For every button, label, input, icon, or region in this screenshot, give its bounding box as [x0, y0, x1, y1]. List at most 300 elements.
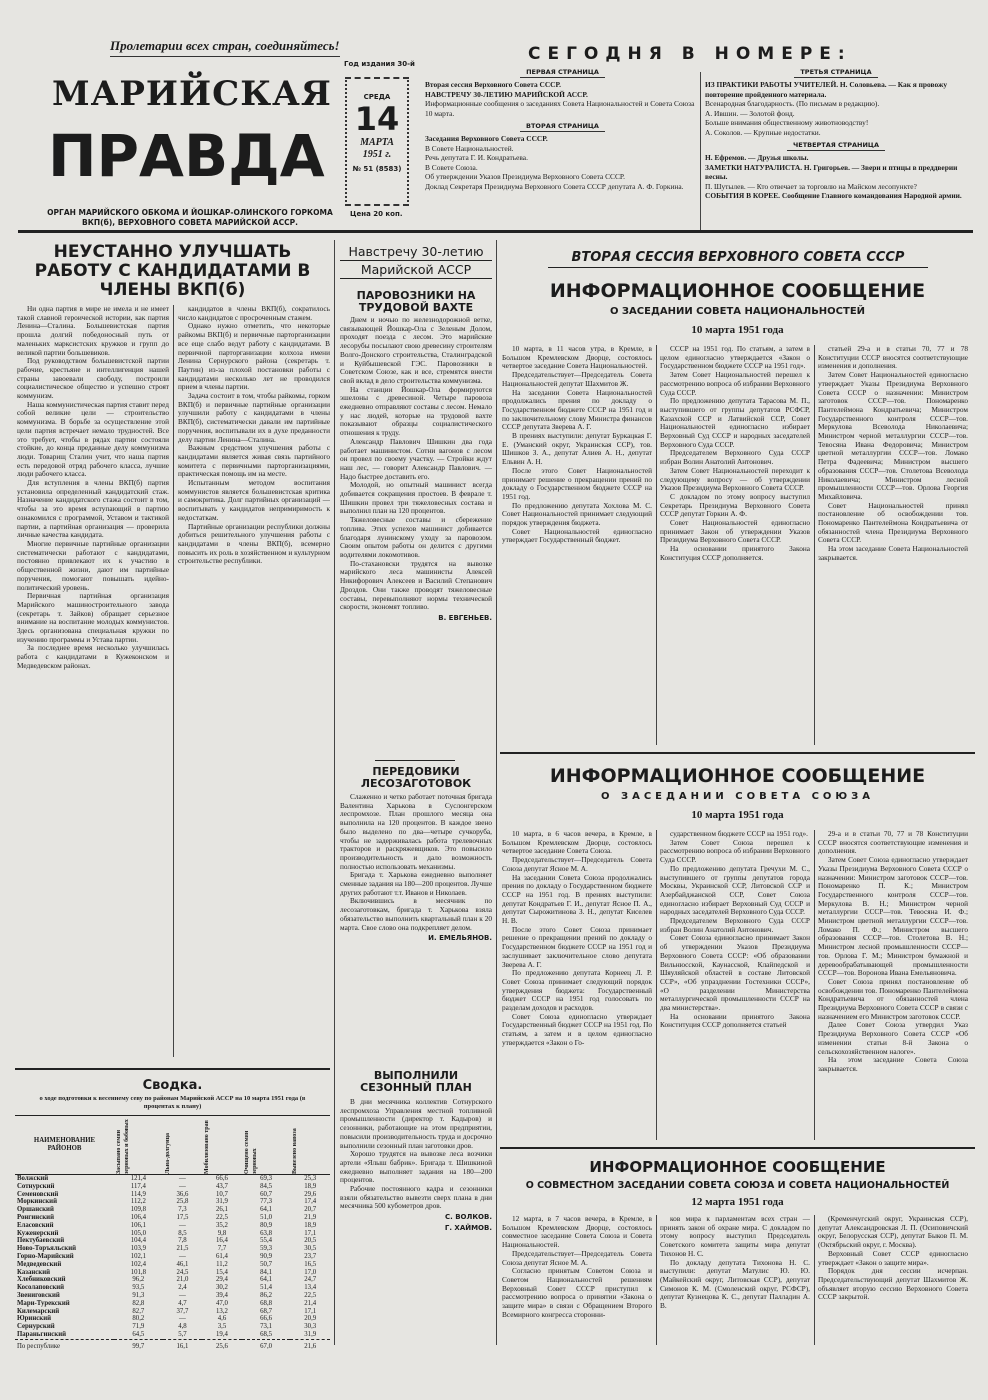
summary-subtitle: о ходе подготовки к весеннему севу по районам Марийской АССР на 10 марта 1951 года (в процентах к плану): [39, 1095, 306, 1110]
table-cell: 2,4: [178, 1284, 187, 1292]
table-cell: 82,7: [132, 1307, 145, 1315]
paragraph: Слаженно и четко работает поточная бригада Валентина Харькова в Суслонгерском леспромхозе. План прошлого месяца она выполнила на 120 процентов. В каждое звено было выделено по два—четыре сучкоруба, чтобы не задерживалась работа трелевочных тракторов и раскряжевщиков. Это повысило производительность и дало возможность полностью использовать механизмы.: [340, 793, 492, 871]
district-name: Хлебниковский: [17, 1276, 66, 1284]
table-row: [15, 1222, 330, 1230]
paragraph: Совет Национальностей единогласно принимает Закон об утверждении Указов Президиума Верховного Совета СССР.: [660, 518, 810, 545]
paragraph: Председателем Верховного Суда СССР избран Волин Анатолий Антонович.: [660, 448, 810, 467]
table-cell: 3,5: [217, 1323, 227, 1331]
table-row: [15, 1183, 330, 1191]
contents-right: [705, 68, 967, 201]
contents-item: ЗАМЕТКИ НАТУРАЛИСТА. Н. Григорьев. — Звери и птицы в преддверии весны.: [705, 162, 958, 181]
table-cell: 80,9: [260, 1221, 273, 1229]
paragraph: Молодой, но опытный машинист всегда добивается сокращения простоев. В феврале т. Шишкин провел три тяжеловесных состава и выполнил план на 120 процентов.: [340, 480, 492, 516]
column-header-text: Засыпано семян зерновых и бобовых: [116, 1119, 130, 1174]
table-row: [15, 1323, 330, 1331]
contents-item: Информационные сообщения о заседаниях Совета Национальностей и Совета Союза 10 марта.: [425, 99, 695, 118]
column-header: НАИМЕНОВАНИЕ РАЙОНОВ: [33, 1137, 96, 1152]
paragraph: После этого Совет Национальностей принимает решение о прекращении прений по докладу о Государственном бюджете СССР на 1951 год.: [502, 465, 652, 501]
paragraph: Тяжеловесные составы и сбережение топлива. Этих успехов машинист добивается благодаря лунинскому уходу за паровозом. Своим опытом работы он делится с другими водителями локомотивов.: [340, 515, 492, 559]
district-name: Куженерский: [17, 1229, 59, 1237]
publication-year: Год издания 30-й: [344, 60, 415, 68]
table-cell: 17,0: [304, 1268, 317, 1276]
table-cell: 20,5: [304, 1237, 317, 1245]
table-cell: 61,4: [216, 1252, 228, 1260]
paragraph: (Кременчугский округ, Украинская ССР), депутат Александровская Л. П. (Осиповичский округ, Белорусская ССР), депутат Быков П. М. (Октябрьский округ, г. Москва).: [818, 1215, 968, 1250]
banner-line-1: Навстречу 30-летию: [340, 243, 492, 261]
info-date: 10 марта 1951 года: [691, 324, 784, 336]
paragraph: Затем Совет Национальностей перешел к рассмотрению вопроса об избрании Верховного Суда СССР.: [660, 370, 810, 397]
author-signature: И. ЕМЕЛЬЯНОВ.: [428, 934, 492, 943]
contents-item: П. Шутылев. — Кто отвечает за торговлю на Майском лесопункте?: [705, 181, 917, 191]
table-row: [15, 1276, 330, 1284]
table-cell: 55,4: [260, 1237, 273, 1245]
table-cell: 23,7: [304, 1252, 317, 1260]
paragraph: статьей 29-а и в статьи 70, 77 и 78 Конституции СССР вносятся соответствующие изменения и дополнения.: [818, 345, 968, 371]
column-header: [114, 1116, 163, 1175]
paragraph: На этом заседание Совета Союза закрывается.: [818, 1055, 968, 1073]
table-cell: 73,1: [260, 1323, 273, 1331]
day: 14: [354, 100, 400, 138]
paragraph: По предложению депутата Гречухи М. С., выступившего от группы депутатов города Москвы, Украинской ССР, Литовской ССР и Азербайджанской ССР, Совет Союза единогласно избирает Верховный Суд СССР и народных заседателей Верховного Суда СССР.: [660, 863, 810, 917]
table-row: [15, 1253, 330, 1261]
table-cell: 26,1: [216, 1206, 228, 1214]
section-label-text: ПЕРВАЯ СТРАНИЦА: [520, 68, 605, 78]
table-row: [15, 1300, 330, 1308]
table-cell: 20,9: [304, 1315, 317, 1323]
paragraph: На этом заседание Совета Национальностей закрывается.: [818, 544, 968, 562]
anniversary-banner: [340, 243, 492, 279]
paragraph: Бригада т. Харькова ежедневно выполняет сменные задания на 180—200 процентов. Лучше других работают т.т. Иванов и Николаев.: [340, 870, 492, 897]
month: МАРТА: [360, 137, 394, 148]
table-cell: 69,3: [260, 1175, 273, 1182]
summary-table: [15, 1115, 330, 1351]
table-cell: 93,5: [132, 1284, 145, 1292]
table-cell: 60,7: [260, 1190, 273, 1198]
paragraph: Совет Союза единогласно утверждает Государственный бюджет СССР на 1951 год. По статьям, а затем и в целом единогласно утверждается «Закон о Го-: [502, 1011, 652, 1047]
summary-table-block: [15, 1078, 330, 1351]
table-cell: 21,0: [176, 1276, 189, 1284]
paragraph: Под руководством большевистской партии рабочие, крестьяне и интеллигенция нашей страны завоевали свободу, построили социалистическое общество и успешно строят коммунизм.: [17, 356, 169, 401]
paragraph: Испытанным методом воспитания коммунистов является большевистская критика и самокритика. Долг партийных организаций — воспитывать у кандидатов непримиримость к недостаткам.: [178, 478, 330, 522]
paragraph: Затем Совет Союза перешел к рассмотрению вопроса об избрании Верховного Суда СССР.: [660, 837, 810, 865]
table-cell: 121,4: [130, 1175, 146, 1182]
table-cell: 77,3: [260, 1198, 273, 1206]
table-cell: 4,8: [178, 1323, 187, 1331]
paragraph: Партийные организации республики должны добиться решительного улучшения работы с кандидатами в члены ВКП(б), всемерно повысить их роль в хозяйственном и культурном строительстве республики.: [178, 521, 330, 566]
author-signature: С. ВОЛКОВ.: [444, 1213, 492, 1222]
table-cell: 68,5: [260, 1330, 273, 1338]
table-cell: 63,8: [260, 1229, 273, 1237]
table-cell: 36,6: [176, 1190, 189, 1198]
date-box: [345, 77, 409, 206]
motto: Пролетарии всех стран, соединяйтесь!: [110, 38, 340, 57]
table-cell: 106,1: [130, 1221, 146, 1229]
contents-section-label: [425, 68, 700, 76]
paragraph: Хорошо трудятся на вывозке леса возчики артели «Ялыш бабрик». Бригада т. Шишкиной ежедневно выполняет задания на 180—200 процентов.: [340, 1149, 492, 1185]
district-name: Ронгинский: [17, 1213, 54, 1221]
table-row: [15, 1230, 330, 1238]
summary-title: Сводка.: [142, 1078, 203, 1093]
table-cell: 13,2: [216, 1307, 228, 1315]
district-name: Медведевский: [17, 1260, 62, 1268]
table-row: [15, 1245, 330, 1253]
article-headline: ПАРОВОЗНИКИ НА ТРУДОВОЙ ВАХТЕ: [356, 289, 476, 314]
newspaper-title-line1: МАРИЙСКАЯ: [52, 74, 332, 114]
contents-item: Заседания Верховного Совета СССР.: [425, 134, 548, 143]
table-cell: 22,5: [304, 1291, 317, 1299]
seasonal-article: [340, 1098, 492, 1343]
table-row: [15, 1237, 330, 1245]
table-cell: 84,1: [260, 1268, 273, 1276]
table-cell: 104,4: [130, 1237, 146, 1245]
district-name: Сернурский: [17, 1323, 55, 1331]
editorial-headline: НЕУСТАННО УЛУЧШАТЬ РАБОТУ С КАНДИДАТАМИ В ЧЛЕНЫ ВКП(б): [34, 242, 311, 300]
column-header-text: Мобилизовано трав: [204, 1120, 211, 1174]
info-column: [818, 830, 968, 1140]
total-cell: 16,1: [176, 1342, 189, 1350]
table-cell: 21,4: [304, 1299, 317, 1307]
table-cell: 11,2: [216, 1260, 228, 1268]
paragraph: Совет Национальностей принял постановление об освобождении тов. Пономаренко Пантелеймона Кондратьевича от обязанностей члена Президиума Верховного Совета СССР.: [818, 500, 968, 545]
logging-article: [340, 793, 492, 1013]
paragraph: Затем Совет Национальностей переходит к следующему вопросу — об утверждении Указов Президиума Верховного Совета СССР.: [660, 465, 810, 493]
paragraph: Совет Национальностей единогласно утверждает Государственный бюджет.: [502, 526, 652, 545]
paragraph: 29-а и в статьи 70, 77 и 78 Конституции СССР вносятся соответствующие изменения и дополнения.: [818, 830, 968, 856]
table-cell: 35,2: [216, 1221, 228, 1229]
info-column: [502, 830, 652, 1140]
district-name: Сотнурский: [17, 1182, 55, 1190]
table-row: [15, 1269, 330, 1277]
paragraph: 10 марта, в 6 часов вечера, в Кремле, в Большом Кремлевском Дворце, состоялось четвертое заседание Совета Союза.: [502, 830, 652, 856]
info-subhead: О ЗАСЕДАНИИ СОВЕТА НАЦИОНАЛЬНОСТЕЙ: [609, 306, 866, 317]
paragraph: Порядок дня сессии исчерпан. Председательствующий депутат Шахмитов Ж. объявляет вторую сессию Верховного Совета СССР закрытой.: [818, 1266, 968, 1302]
paragraph: По предложению депутата Тарасова М. П., выступившего от группы депутатов РСФСР, Казахской ССР и Латвийской ССР, Совет Национальностей единогласно избирает Верховный Суд СССР и народных заседателей Верховного Суда СССР.: [660, 396, 810, 449]
district-name: Казанский: [17, 1268, 51, 1276]
table-cell: 114,9: [130, 1190, 146, 1198]
table-cell: 30,2: [216, 1284, 228, 1292]
contents-item: Об утверждении Указов Президиума Верховного Совета СССР.: [425, 172, 625, 181]
info-headline: ИНФОРМАЦИОННОЕ СООБЩЕНИЕ: [589, 1158, 886, 1176]
info-column: [660, 345, 810, 745]
paragraph: На станции Йошкар-Ола формируются эшелоны с древесиной. Четыре паровоза ежедневно отправляют составы с лесом. Немало у нас людей, которые на трудовой вахте показывают образцы социалистического отношения к труду.: [340, 384, 492, 438]
table-cell: 17,1: [304, 1229, 317, 1237]
paragraph: С докладом по этому вопросу выступил Секретарь Президиума Верховного Совета СССР депутат Горкин А. Ф.: [660, 491, 810, 519]
table-cell: 29,6: [304, 1190, 317, 1198]
table-cell: 84,5: [260, 1182, 273, 1190]
info-headline: ИНФОРМАЦИОННОЕ СООБЩЕНИЕ: [549, 280, 926, 302]
contents-item: ИЗ ПРАКТИКИ РАБОТЫ УЧИТЕЛЕЙ. Н. Соловьева. — Как я провожу повторение пройденного материала.: [705, 80, 948, 99]
table-cell: 112,2: [130, 1198, 146, 1206]
table-cell: 47,0: [216, 1299, 228, 1307]
table-cell: 51,0: [260, 1213, 273, 1221]
table-cell: —: [179, 1221, 186, 1229]
table-cell: 86,2: [260, 1291, 273, 1299]
paragraph: По предложению депутата Корнеец Л. Р. Совет Союза принимает следующий порядок утверждения бюджета: Государственный бюджет СССР на 1951 год голосовать по разделам доходов и расходов.: [502, 968, 652, 1013]
district-name: Пектубаевский: [17, 1237, 65, 1245]
info-column: [818, 1215, 968, 1345]
paragraph: По докладу депутата Тихонова Н. С. выступили: депутат Матулис Ю. Ю. (Майкейский округ, Литовская ССР), депутат Симонов К. М. (Смоленский округ, РСФСР), депутат Кузнецова К. С., депутат Палладин А. В.: [660, 1257, 810, 1311]
paragraph: Затем Совет Союза единогласно утверждает Указы Президиума Верховного Совета СССР о назначении: Министром заготовок СССР—тов. Пономаренко П. К.; Министром Государственного контроля СССР—тов. Меркулова В. Н.; Министром черной металлургии СССР—тов. Тевосяна И. Ф.; Министром цветной металлургии СССР—тов. Ломако П. Ф.; Министром высшего образования СССР—тов. Столетова В. Н.; Министром лесной промышленности СССР—тов. Орлова Г. М.; Министром бумажной и деревообрабатывающей промышленности СССР—тов. Воронова Ивана Емельяновича.: [818, 855, 968, 978]
table-cell: 24,7: [304, 1276, 317, 1284]
district-name: Килемарский: [17, 1307, 60, 1315]
table-row: [15, 1206, 330, 1214]
table-cell: 117,4: [130, 1182, 146, 1190]
paragraph: Рабочие постоянного кадра и сезонники взяли обязательство вывезти сверх плана в дни месячника 500 кубометров дров.: [340, 1184, 492, 1211]
info-column: [818, 345, 968, 745]
district-name: Оршанский: [17, 1206, 54, 1214]
paragraph: На основании принятого Закона Конституция СССР дополняется статьей: [660, 1011, 810, 1030]
table-cell: —: [179, 1315, 186, 1323]
table-cell: 17,4: [304, 1198, 317, 1206]
contents-item: В Совете Национальностей.: [425, 143, 514, 153]
district-name: Горно-Марийский: [17, 1252, 74, 1260]
paragraph: Задача состоит в том, чтобы райкомы, горком ВКП(б) и первичные партийные организации улучшили работу с кандидатами в члены ВКП(б), систематически давали им партийные поручения, воспитывали их в духе преданности делу партии Ленина—Сталина.: [178, 391, 330, 444]
organ-line: ОРГАН МАРИЙСКОГО ОБКОМА И ЙОШКАР-ОЛИНСКОГО ГОРКОМА ВКП(б), ВЕРХОВНОГО СОВЕТА МАРИЙСКОЙ АССР.: [47, 208, 333, 227]
total-cell: 99,7: [132, 1342, 145, 1350]
column-header: [242, 1116, 291, 1175]
table-cell: 90,9: [260, 1252, 273, 1260]
paragraph: Верховный Совет СССР единогласно утверждает «Закон о защите мира».: [818, 1248, 968, 1267]
table-cell: 19,4: [216, 1330, 228, 1338]
total-cell: 25,6: [216, 1342, 228, 1350]
article-headline: ПЕРЕДОВИКИ ЛЕСОЗАГОТОВОК: [360, 765, 472, 790]
table-cell: 68,7: [260, 1307, 273, 1315]
paragraph: Для вступления в члены ВКП(б) партия установила определенный кандидатский стаж. Назначение кандидатского стажа состоит в том, чтобы за это время вступающий в партию ознакомился с программой, Уставом и тактикой партии, а партийная организация — проверила личные качества кандидата.: [17, 478, 169, 540]
table-cell: 43,7: [216, 1182, 228, 1190]
district-name: Мари-Турекский: [17, 1299, 70, 1307]
paragraph: Председателем Верховного Суда СССР избран Волин Анатолий Антонович.: [660, 916, 810, 934]
section-label-text: ТРЕТЬЯ СТРАНИЦА: [794, 68, 877, 78]
table-row: [15, 1292, 330, 1300]
table-cell: 21,9: [304, 1213, 317, 1221]
table-cell: 9,8: [217, 1229, 227, 1237]
info-headline: ИНФОРМАЦИОННОЕ СООБЩЕНИЕ: [549, 765, 926, 787]
table-row: [15, 1331, 330, 1339]
paragraph: Председательствует—Председатель Совета Союза депутат Ясное М. А.: [502, 855, 652, 873]
table-cell: 18,9: [304, 1182, 317, 1190]
paragraph: СССР на 1951 год. По статьям, а затем в целом единогласно утверждается «Закон о Государственном бюджете СССР на 1951 год».: [660, 345, 810, 371]
contents-item: Речь депутата Г. И. Кондратьева.: [425, 153, 528, 162]
newspaper-title-line2: ПРАВДА: [48, 122, 325, 190]
table-cell: —: [179, 1291, 186, 1299]
banner-line-2: Марийской АССР: [360, 262, 472, 277]
paragraph: Председательствует—Председатель Совета Союза депутат Ясное М. А.: [502, 1248, 652, 1267]
district-name: Ново-Торъяльский: [17, 1245, 77, 1253]
info-column: [660, 1215, 810, 1345]
paragraph: За последнее время несколько улучшилась работа с кандидатами в Кужеконском и Медведевском районах.: [17, 643, 169, 670]
paragraph: Совет Союза принял постановление об освобождении тов. Пономаренко Пантелеймона Кондратьевича от обязанностей члена Президиума Верховного Совета СССР в связи с назначением его Министром заготовок СССР.: [818, 976, 968, 1021]
paragraph: В прениях выступили: депутат Буркацкая Г. Е. (Уманский округ, Украинская ССР), тов. Шишков З. А., депутат Алиев А. Н., депутат Ельвин А. Н.: [502, 431, 652, 467]
anniversary-article: [340, 316, 492, 756]
table-cell: 91,3: [132, 1291, 145, 1299]
table-cell: 29,4: [216, 1276, 228, 1284]
table-cell: 64,1: [260, 1206, 273, 1214]
paragraph: Важным средством улучшения работы с кандидатами является живая связь партийного комитета с первичными парторганизациями, практическая помощь им на месте.: [178, 443, 330, 479]
editorial-column-2: [178, 305, 330, 1063]
table-cell: 7,8: [178, 1237, 187, 1245]
info-subhead: О СОВМЕСТНОМ ЗАСЕДАНИИ СОВЕТА СОЮЗА И СОВЕТА НАЦИОНАЛЬНОСТЕЙ: [525, 1180, 950, 1191]
table-row: [15, 1284, 330, 1292]
table-cell: 4,6: [217, 1315, 227, 1323]
table-cell: 64,1: [260, 1276, 273, 1284]
table-cell: 21,5: [176, 1245, 189, 1253]
table-cell: 39,4: [216, 1291, 228, 1299]
total-cell: 67,0: [260, 1342, 273, 1350]
table-cell: —: [179, 1182, 186, 1190]
column-header-text: Вывезено навоза: [292, 1128, 299, 1174]
table-row: [15, 1191, 330, 1199]
column-header-text: Льна-долгунца: [164, 1132, 171, 1174]
contents-item: А. Ившин. — Золотой фонд.: [705, 108, 795, 118]
table-cell: 17,1: [304, 1307, 317, 1315]
table-cell: 31,9: [216, 1198, 228, 1206]
table-cell: 15,4: [216, 1268, 228, 1276]
table-cell: 20,7: [304, 1206, 317, 1214]
contents-item: НАВСТРЕЧУ 30-ЛЕТИЮ МАРИЙСКОЙ АССР.: [425, 89, 588, 99]
table-cell: 37,7: [176, 1307, 189, 1315]
paragraph: 12 марта, в 7 часов вечера, в Кремле, в Большом Кремлевском Дворце, состоялось совместное заседание Совета Союза и Совета Национальностей.: [502, 1215, 652, 1250]
issue-number: № 51 (8583): [352, 165, 402, 173]
paragraph: сударственном бюджете СССР на 1951 год».: [670, 830, 809, 838]
table-cell: 17,5: [176, 1213, 189, 1221]
contents-item: Доклад Секретаря Президиума Верховного Совета СССР депутата А. Ф. Горкина.: [425, 181, 684, 191]
table-cell: 30,5: [304, 1245, 317, 1253]
table-cell: 16,5: [304, 1260, 317, 1268]
district-name: Параньгинский: [17, 1330, 67, 1338]
info-column: [502, 345, 652, 745]
paragraph: На заседании Совета Национальностей продолжались прения по докладу о Государственном бюджете СССР на 1951 год и по заключительному слову Министра финансов СССР депутата Зверева А. Г.: [502, 387, 652, 432]
date-year: 1951 г.: [362, 149, 392, 160]
paragraph: Многие первичные партийные организации систематически работают с кандидатами, постоянно привлекают их к участию в общественной жизни, дают им партийные поручения, помогают повышать идейно-политический уровень.: [17, 538, 169, 592]
paragraph: Включившись в месячник по лесозаготовкам, бригада т. Харькова взяла обязательство выполнить квартальный план к 20 марта. Свое слово она подкрепляет делом.: [340, 896, 492, 932]
table-cell: 25,8: [176, 1198, 189, 1206]
table-cell: 51,4: [260, 1284, 273, 1292]
table-cell: 25,3: [304, 1175, 317, 1182]
table-cell: 80,2: [132, 1315, 145, 1323]
article-headline: ВЫПОЛНИЛИ СЕЗОННЫЙ ПЛАН: [360, 1069, 472, 1094]
table-cell: 31,9: [304, 1330, 317, 1338]
total-label: По республике: [17, 1342, 61, 1350]
table-cell: 16,4: [216, 1237, 228, 1245]
table-cell: 18,9: [304, 1221, 317, 1229]
table-cell: 66,6: [216, 1175, 228, 1182]
session-banner: ВТОРАЯ СЕССИЯ ВЕРХОВНОГО СОВЕТА СССР: [548, 250, 928, 268]
table-cell: 46,1: [176, 1260, 189, 1268]
paragraph: ков мира к парламентам всех стран — принять закон об охране мира. С докладом по этому вопросу выступил Председатель Советского комитета защиты мира депутат Тихонов Н. С.: [660, 1215, 810, 1258]
table-row: [15, 1308, 330, 1316]
paragraph: Первичная партийная организация Марийского машиностроительного завода (секретарь т. Зайков) обращает серьезное внимание на воспитание молодых коммунистов. Здесь организована специальная кружки по изучению программы и Устава партии.: [17, 591, 169, 644]
table-cell: 5,7: [178, 1330, 187, 1338]
contents-section-label: [705, 68, 967, 76]
table-cell: 10,7: [216, 1190, 228, 1198]
paragraph: Совет Союза единогласно принимает Закон об утверждении Указов Президиума Верховного Совета СССР: «Об образовании Вильнюсской, Каунасской, Клайпедской и Шяуляйской областей в составе Литовской ССР», «Об упразднении Гостехники СССР», «О разделении Министерства металлургической промышленности СССР на два министерства».: [660, 933, 810, 1013]
table-cell: 105,0: [130, 1229, 146, 1237]
contents-section-label: [425, 122, 700, 130]
paragraph: Ни одна партия в мире не имела и не имеет такой славной героической истории, как партия Ленина—Сталина. Большевистская партия прошла долгий победоносный путь от маленьких марксистских кружков и групп до великой партии большевиков.: [17, 305, 169, 357]
table-row: [15, 1198, 330, 1206]
table-row: [15, 1175, 330, 1183]
contents-left: [425, 68, 700, 191]
editorial-column-1: [17, 305, 169, 1063]
table-cell: —: [179, 1252, 186, 1260]
info-column: [502, 1215, 652, 1345]
table-cell: 59,3: [260, 1245, 273, 1253]
paragraph: кандидатов в члены ВКП(б), сократилось число кандидатов с просроченным стажем.: [178, 305, 330, 322]
table-cell: 8,5: [178, 1229, 187, 1237]
contents-item: В Совете Союза.: [425, 162, 478, 172]
paragraph: По предложению депутата Хохлова М. С. Совет Национальностей принимает следующий порядок утверждения бюджета.: [502, 500, 652, 528]
contents-section-label: [705, 141, 967, 149]
district-name: Еласовский: [17, 1221, 54, 1229]
table-cell: 4,7: [178, 1299, 187, 1307]
contents-item: СОБЫТИЯ В КОРЕЕ. Сообщение Главного командования Народной армии.: [705, 191, 962, 200]
column-header: [163, 1116, 203, 1175]
table-cell: 30,3: [304, 1323, 317, 1331]
table-row: [15, 1315, 330, 1323]
table-row: [15, 1261, 330, 1269]
table-cell: 7,7: [217, 1245, 227, 1253]
paragraph: Наша коммунистическая партия ставит перед собой великие цели — строительство коммунизма. В борьбе за осуществление этой цели партия встречает немало трудностей. Все это требует, чтобы в рядах партии состояли стойкие, до конца преданные делу коммунизма люди. Товарищ Сталин учит, что наша партия есть передовой отряд рабочего класса, лучшие люди рабочего класса.: [17, 399, 169, 479]
paragraph: Далее Совет Союза утвердил Указ Президиума Верховного Совета СССР «Об изменении статьи 8-й Закона о сельскохозяйственном налоге».: [818, 1020, 968, 1056]
district-name: Моркинский: [17, 1198, 58, 1206]
section-label-text: ЧЕТВЕРТАЯ СТРАНИЦА: [787, 141, 885, 151]
table-cell: 50,7: [260, 1260, 273, 1268]
table-cell: 102,1: [130, 1252, 146, 1260]
paragraph: Днем и ночью по железнодорожной ветке, связывающей Йошкар-Ола с Зеленым Долом, проходят поезда с лесом. Это марийские лесорубы посылают свою древесину строителям Волго-Донского строительства, Сталинградской и Куйбышевской ГЭС. Паровозники в Советском Союзе, как и все, стремятся внести свой вклад в дело строительства коммунизма.: [340, 316, 492, 385]
district-name: Звениговский: [17, 1291, 60, 1299]
paragraph: Согласно принятым Советом Союза и Советом Национальностей решениям Верховный Совет СССР приступил к рассмотрению вопроса о принятии «Закона о защите мира» в связи с Обращением Второго Всемирного конгресса сторонни-: [502, 1266, 652, 1319]
contents-item: Всенародная благодарность. (По письмам в редакцию).: [705, 99, 880, 108]
table-cell: 82,8: [132, 1299, 145, 1307]
table-cell: —: [179, 1175, 186, 1182]
district-name: Семеновский: [17, 1190, 59, 1198]
table-cell: 102,4: [130, 1260, 146, 1268]
table-cell: 101,8: [130, 1268, 146, 1276]
column-header: [202, 1116, 242, 1175]
contents-item: Больше внимания общественному животноводству!: [705, 118, 869, 127]
table-cell: 7,3: [178, 1206, 187, 1214]
table-cell: 64,5: [132, 1330, 145, 1338]
table-cell: 71,9: [132, 1323, 145, 1331]
section-label-text: ВТОРАЯ СТРАНИЦА: [520, 122, 605, 132]
contents-title: СЕГОДНЯ В НОМЕРЕ:: [528, 44, 852, 64]
paragraph: В дни месячника коллектив Сотнурского леспромхоза Управления местной топливной промышленности (директор т. Кадыров) и сезонники, работающие на этом предприятии, повысили производительность труда и досрочно выполнили сезонный план заготовки дров.: [340, 1098, 492, 1150]
paragraph: На заседании Совета Союза продолжались прения по докладу о Государственном бюджете СССР на 1951 год. В прениях выступили: депутат Кондратьев Г. И., депутат Ясное П. А., депутат Сырожитинова З. Н., депутат Киселев Н. В.: [502, 872, 652, 926]
paragraph: Затем Совет Национальностей единогласно утверждает Указы Президиума Верховного Совета СССР о назначении: Министром заготовок СССР—тов. Пономаренко Пантелеймона Кондратьевича; Министром Государственного контроля СССР—тов. Меркулова Всеволода Николаевича; Министром черной металлургии СССР—тов. Тевосяна Ивана Федоровича; Министром цветной металлургии СССР—тов. Ломако Петра Фадеевича; Министром высшего образования СССР—тов. Столетова Всеволода Николаевича; Министром лесной промышленности СССР—тов. Орлова Георгия Михайловича.: [818, 370, 968, 501]
table-cell: 68,8: [260, 1299, 273, 1307]
table-row: [15, 1214, 330, 1222]
author-signature: Г. ХАЙМОВ.: [444, 1223, 492, 1232]
district-name: Косолаповский: [17, 1284, 65, 1292]
table-cell: 66,6: [260, 1315, 273, 1323]
contents-item: А. Соколов. — Крупные недостатки.: [705, 127, 821, 137]
district-name: Волжский: [17, 1175, 49, 1182]
table-cell: 22,5: [216, 1213, 228, 1221]
total-cell: 21,6: [304, 1342, 317, 1350]
table-cell: 96,2: [132, 1276, 145, 1284]
table-cell: 24,5: [176, 1268, 189, 1276]
column-header-text: Очищено семян зерновых: [243, 1130, 258, 1174]
author-signature: В. ЕВГЕНЬЕВ.: [438, 613, 492, 622]
paragraph: По-стахановски трудятся на вывозке марийского леса машинисты Алексей Никифорович Алексеев и Василий Степанович Дроздов. Они также проводят тяжеловесные составы, перевыполняют нормы технической скорости, экономят топливо.: [340, 558, 492, 612]
info-date: 10 марта 1951 года: [691, 809, 784, 821]
info-column: [660, 830, 810, 1140]
column-header: [290, 1116, 330, 1175]
contents-item: Вторая сессия Верховного Совета СССР.: [425, 80, 561, 89]
paragraph: Александр Павлович Шишкин два года работает машинистом. Сотни вагонов с лесом он провел по своему участку. — Стройки ждут наш лес, — говорит Александр Павлович. — Надо быстрее доставить его.: [340, 436, 492, 481]
table-cell: 13,4: [304, 1284, 317, 1292]
paragraph: На основании принятого Закона Конституция СССР дополняется.: [660, 544, 810, 562]
